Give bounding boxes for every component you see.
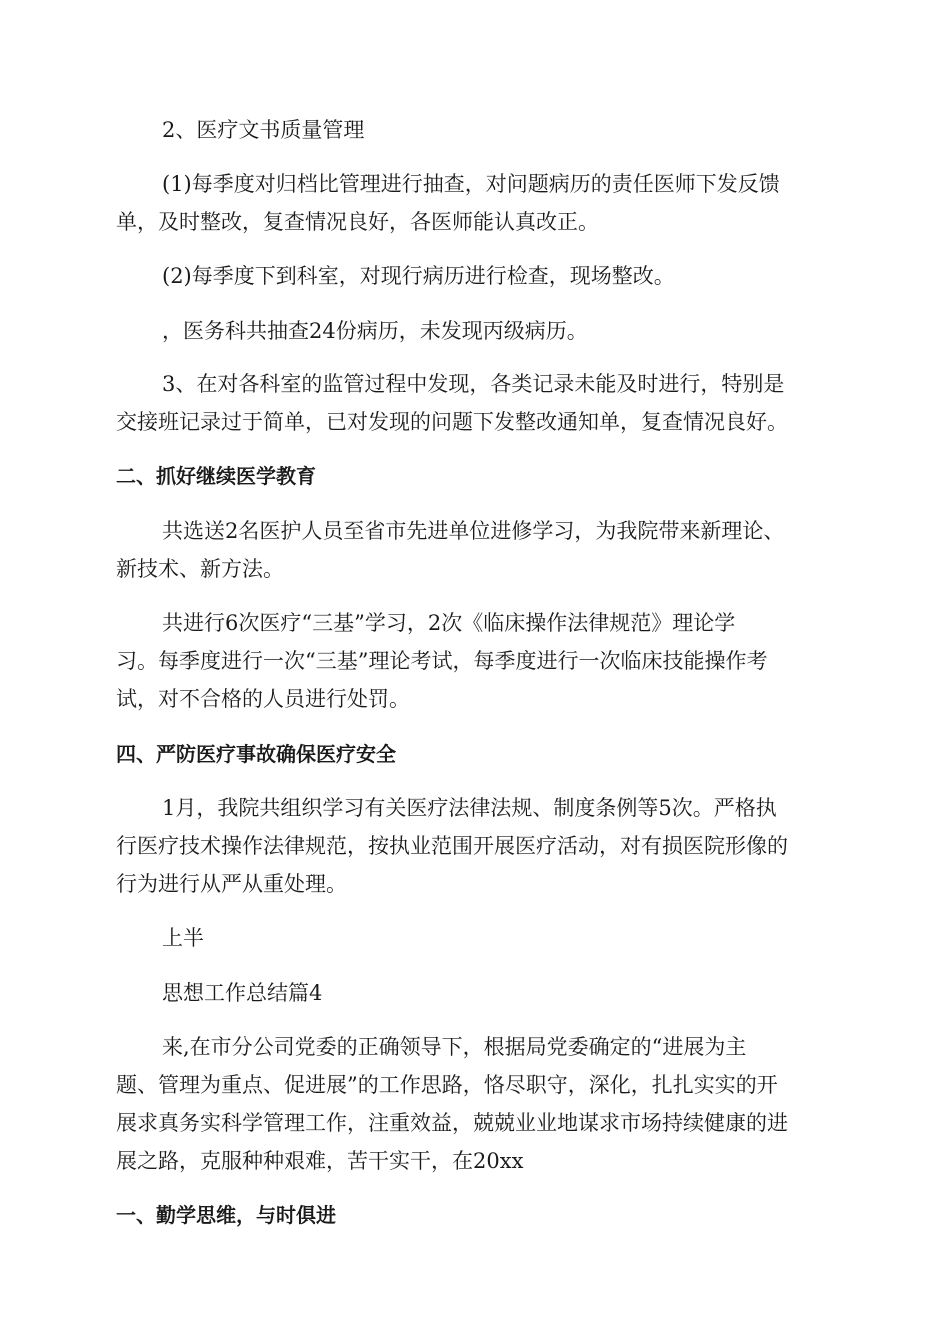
text-line: 共进行6次医疗“三基”学习，2次《临床操作法律规范》理论学 <box>162 611 736 635</box>
text-line: 新技术、新方法。 <box>116 557 284 581</box>
text-line: 行为进行从严从重处理。 <box>116 872 347 896</box>
section-heading: 二、抓好继续医学教育 <box>116 464 316 488</box>
text-line: 习。每季度进行一次“三基”理论考试，每季度进行一次临床技能操作考 <box>116 649 768 673</box>
text-line: 展求真务实科学管理工作，注重效益，兢兢业业地谋求市场持续健康的进 <box>116 1111 788 1135</box>
text-line: 题、管理为重点、促进展”的工作思路，恪尽职守，深化，扎扎实实的开 <box>116 1073 778 1097</box>
text-line: 上半 <box>162 926 204 950</box>
text-line: 思想工作总结篇4 <box>162 981 323 1005</box>
text-line: 来,在市分公司党委的正确领导下，根据局党委确定的“进展为主 <box>162 1035 747 1059</box>
section-heading: 一、勤学思维，与时俱进 <box>116 1203 336 1227</box>
text-line: (1)每季度对归档比管理进行抽查，对问题病历的责任医师下发反馈 <box>162 172 780 196</box>
text-line: ，医务科共抽查24份病历，未发现丙级病历。 <box>162 319 588 343</box>
section-heading: 四、严防医疗事故确保医疗安全 <box>116 742 396 766</box>
text-line: 单，及时整改，复查情况良好，各医师能认真改正。 <box>116 210 599 234</box>
text-line: 2、医疗文书质量管理 <box>162 118 365 142</box>
text-line: 行医疗技术操作法律规范，按执业范围开展医疗活动，对有损医院形像的 <box>116 834 788 858</box>
text-line: 交接班记录过于简单，已对发现的问题下发整改通知单，复查情况良好。 <box>116 410 788 434</box>
text-line: (2)每季度下到科室，对现行病历进行检查，现场整改。 <box>162 264 675 288</box>
text-line: 展之路，克服种种艰难，苦干实干，在20xx <box>116 1149 524 1173</box>
text-line: 3、在对各科室的监管过程中发现，各类记录未能及时进行，特别是 <box>162 372 785 396</box>
text-line: 试，对不合格的人员进行处罚。 <box>116 687 410 711</box>
text-line: 1月，我院共组织学习有关医疗法律法规、制度条例等5次。严格执 <box>162 796 777 820</box>
text-line: 共选送2名医护人员至省市先进单位进修学习，为我院带来新理论、 <box>162 519 785 543</box>
